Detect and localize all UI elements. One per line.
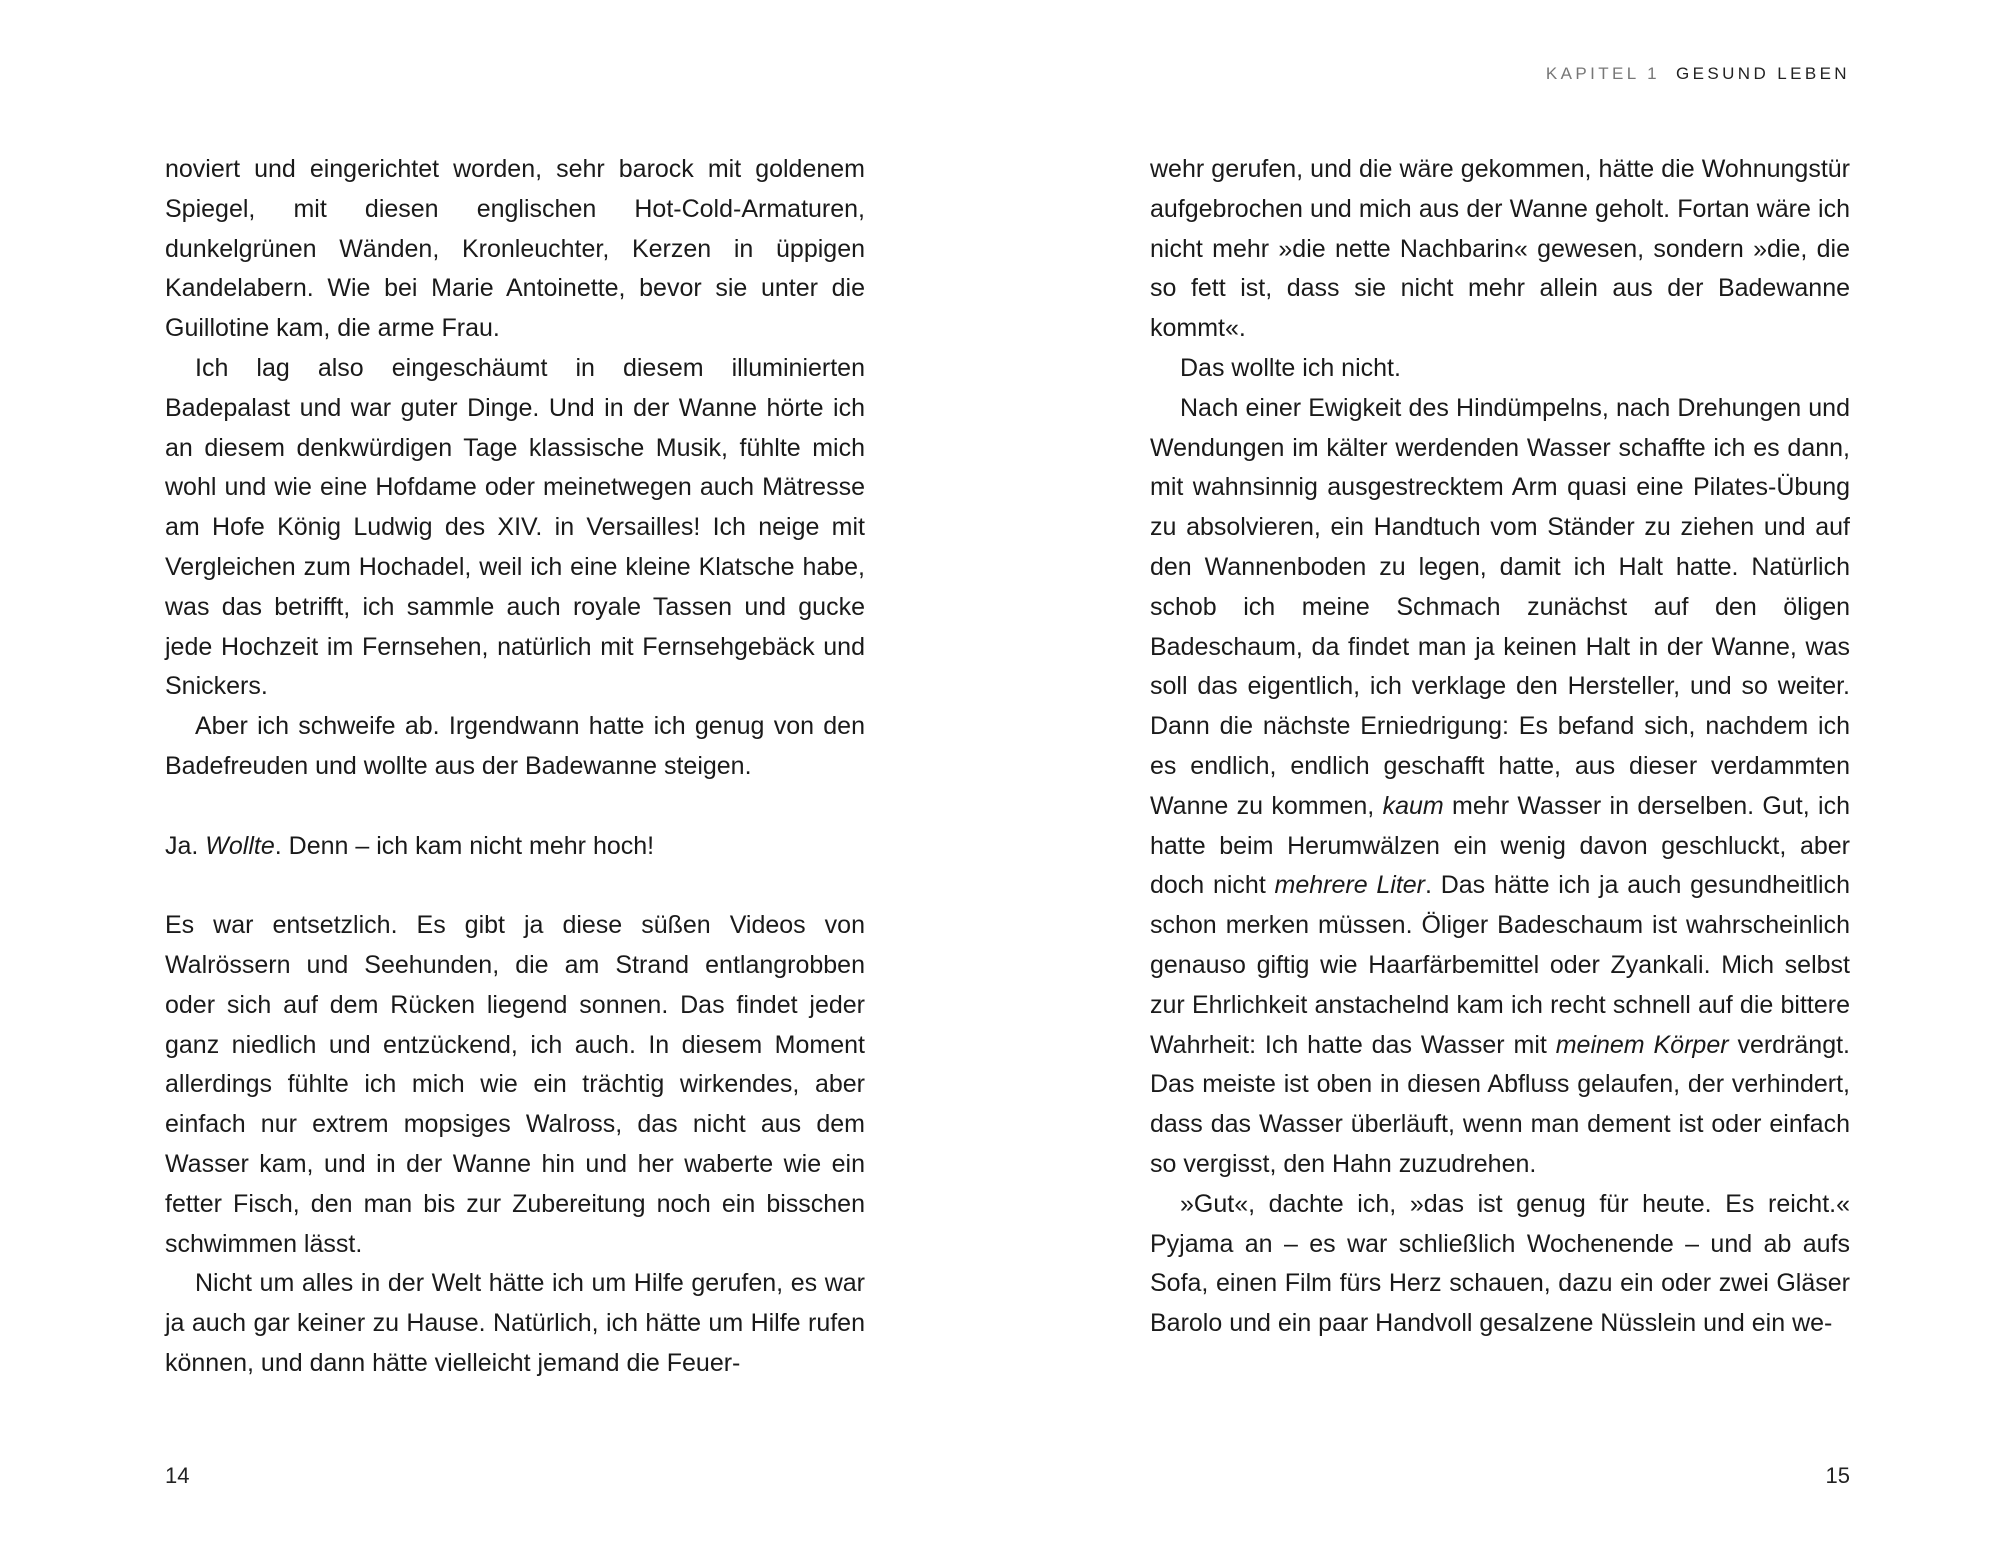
paragraph-text: verdrängt. Das meiste ist oben in diesen Abfluss gelaufen, der verhindert, dass das Wasser überläuft, wenn man dement ist oder einfach so vergisst, den Hahn zuzudrehen. [1150,1030,1851,1178]
running-head [1546,64,1850,84]
paragraph [1150,349,1850,389]
paragraph-text: noviert und eingerichtet worden, sehr barock mit goldenem Spiegel, mit diesen englischen Hot-Cold-Armaturen, dunkelgrünen Wänden, Kronleuchter, Kerzen in üppigen Kandelabern. Wie bei Marie Antoinette, bevor sie unter die Guillotine kam, die arme Frau. [165,155,865,343]
emphasis-text: Wollte [205,831,275,860]
paragraph [165,827,865,867]
paragraph [1150,389,1850,1185]
paragraph [1150,1185,1850,1344]
paragraph [165,707,865,787]
paragraph-text: Aber ich schweife ab. Irgendwann hatte ich genug von den Badefreuden und wollte aus der Badewanne steigen. [165,712,865,780]
paragraph-text: wehr gerufen, und die wäre gekommen, hätte die Wohnungstür aufgebrochen und mich aus der Wanne geholt. Fortan wäre ich nicht mehr »die nette Nachbarin« gewesen, sondern »die, die so fett ist, dass sie nicht mehr allein aus der Badewanne kommt«. [1150,155,1850,343]
page-number-left: 14 [165,1463,190,1488]
paragraph-text: Ja. [165,831,206,860]
paragraph-text: Das wollte ich nicht. [1180,353,1401,382]
paragraph-text: . Denn – ich kam nicht mehr hoch! [274,831,655,860]
emphasis-text: mehrere Liter [1274,871,1426,900]
paragraph [165,1264,865,1383]
right-text-block [1150,150,1850,1344]
paragraph-text: Ich lag also eingeschäumt in diesem illuminierten Badepalast und war guter Dinge. Und in der Wanne hörte ich an diesem denkwürdigen Tage klassische Musik, fühlte mich wohl und wie eine Hofdame oder meinetwegen auch Mätresse am Hofe König Ludwig des XIV. in Versailles! Ich neige mit Vergleichen zum Hochadel, weil ich eine kleine Klatsche habe, was das betrifft, ich sammle auch royale Tassen und gucke jede Hochzeit im Fernsehen, natürlich mit Fernsehgebäck und Snickers. [165,353,865,701]
right-page [1000,0,2000,1556]
paragraph-text: . Das hätte ich ja auch gesundheitlich schon merken müssen. Öliger Badeschaum ist wahrscheinlich genauso giftig wie Haarfärbemittel oder Zyankali. Mich selbst zur Ehrlichkeit anstachelnd kam ich recht schnell auf die bittere Wahrheit: Ich hatte das Wasser mit [1150,871,1850,1059]
paragraph [1150,150,1850,349]
running-head-title: GESUND LEBEN [1675,64,1850,83]
running-head-chapter: KAPITEL 1 [1545,64,1660,83]
paragraph [165,349,865,707]
paragraph-text: »Gut«, dachte ich, »das ist genug für heute. Es reicht.« Pyjama an – es war schließlich Wochenende – und ab aufs Sofa, einen Film fürs Herz schauen, dazu ein oder zwei Gläser Barolo und ein paar Handvoll gesalzene Nüsslein und ein we- [1150,1189,1850,1338]
left-text-block [165,150,865,1384]
paragraph-text: Nach einer Ewigkeit des Hindümpelns, nach Drehungen und Wendungen im kälter werdenden Wasser schaffte ich es dann, mit wahnsinnig ausgestrecktem Arm quasi eine Pilates-Übung zu absolvieren, ein Handtuch vom Ständer zu ziehen und auf den Wannenboden zu legen, damit ich Halt hatte. Natürlich schob ich meine Schmach zunächst auf den öligen Badeschaum, da findet man ja keinen Halt in der Wanne, was soll das eigentlich, ich verklage den Hersteller, und so weiter. Dann die nächste Erniedrigung: Es befand sich, nachdem ich es endlich, endlich geschafft hatte, aus dieser verdammten Wanne zu kommen, [1150,393,1850,820]
paragraph-text: mehr Wasser in derselben. Gut, ich hatte beim Herumwälzen ein wenig davon geschluckt, aber doch nicht [1150,791,1850,900]
paragraph [165,150,865,349]
paragraph-text: Nicht um alles in der Welt hätte ich um Hilfe gerufen, es war ja auch gar keiner zu Hause. Natürlich, ich hätte um Hilfe rufen können, und dann hätte vielleicht jemand die Feuer- [165,1269,865,1377]
emphasis-text: kaum [1382,791,1444,820]
paragraph-text: Es war entsetzlich. Es gibt ja diese süßen Videos von Walrössern und Seehunden, die am Strand entlangrobben oder sich auf dem Rücken liegend sonnen. Das findet jeder ganz niedlich und entzückend, ich auch. In diesem Moment allerdings fühlte ich mich wie ein trächtig wirkendes, aber einfach nur extrem mopsiges Walross, das nicht aus dem Wasser kam, und in der Wanne hin und her waberte wie ein fetter Fisch, den man bis zur Zubereitung noch ein bisschen schwimmen lässt. [165,911,865,1258]
paragraph [165,906,865,1264]
emphasis-text: meinem Körper [1555,1030,1729,1059]
page-number-right: 15 [1825,1463,1850,1488]
